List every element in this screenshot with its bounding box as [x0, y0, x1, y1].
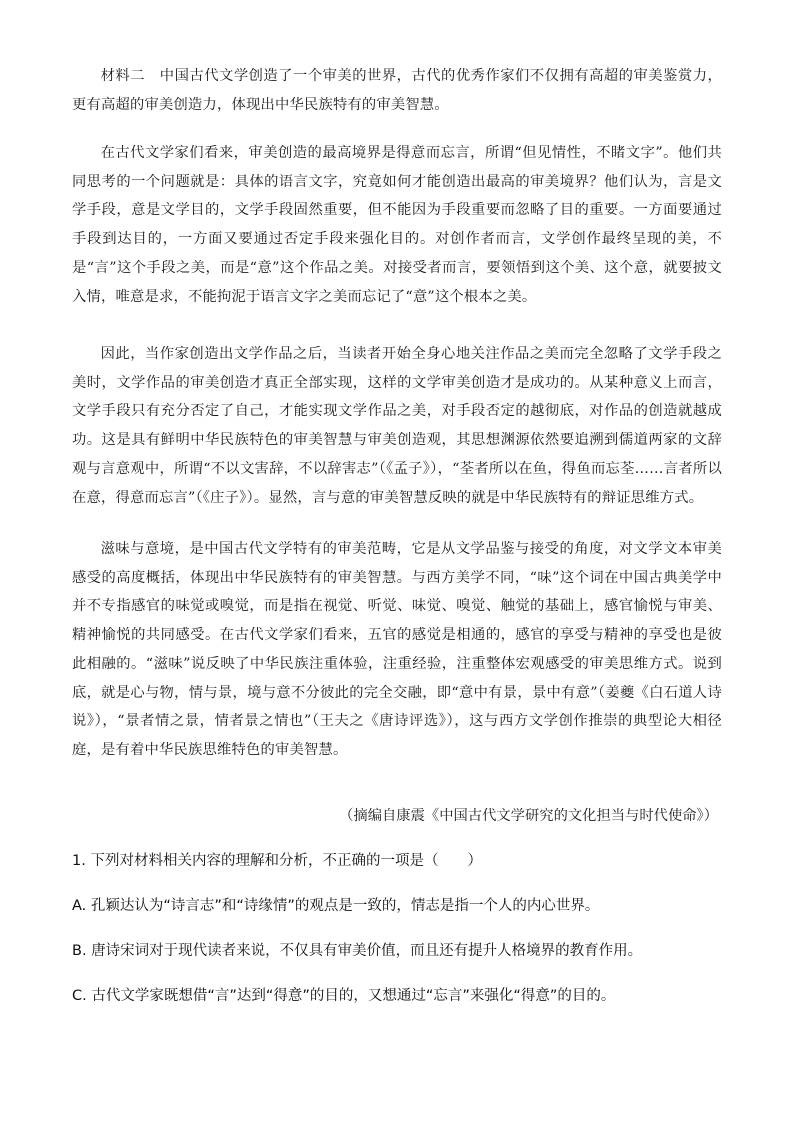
question-stem: 1. 下列对材料相关内容的理解和分析，不正确的一项是（ ）: [72, 853, 482, 869]
material-paragraph-3: 因此，当作家创造出文学作品之后，当读者开始全身心地关注作品之美而完全忽略了文学手段之美时，文学作品的审美创造才真正全部实现，这样的文学审美创造才是成功的。从某种意义上而言，文学手段只有充分否定了自己，才能实现文学作品之美，对手段否定的越彻底，对作品的创造就越成功。这是具有鲜明中华民族特色的审美智慧与审美创造观，其思想渊源依然要追溯到儒道两家的文辞观与言意观中，所谓“不以文害辞，不以辞害志”（《孟子》），“荃者所以在鱼，得鱼而忘荃……言者所以在意，得意而忘言”（《庄子》）。显然，言与意的审美智慧反映的就是中华民族特有的辩证思维方式。: [72, 346, 722, 506]
material-paragraph-1: 材料二 中国古代文学创造了一个审美的世界，古代的优秀作家们不仅拥有高超的审美鉴赏力，更有高超的审美创造力，体现出中华民族特有的审美智慧。: [72, 68, 722, 113]
option-c: C. 古代文学家既想借“言”达到“得意”的目的，又想通过“忘言”来强化“得意”的目的。: [72, 988, 616, 1004]
option-b: B. 唐诗宋词对于现代读者来说，不仅具有审美价值，而且还有提升人格境界的教育作用。: [72, 943, 643, 959]
option-a: A. 孔颖达认为“诗言志”和“诗缘情”的观点是一致的，情志是指一个人的内心世界。: [72, 898, 600, 914]
source-citation: （摘编自康震《中国古代文学研究的文化担当与时代使命》）: [339, 808, 718, 824]
material-paragraph-4: 滋味与意境，是中国古代文学特有的审美范畴，它是从文学品鉴与接受的角度，对文学文本审美感受的高度概括，体现出中华民族特有的审美智慧。与西方美学不同，“味”这个词在中国古典美学中并不专指感官的味觉或嗅觉，而是指在视觉、听觉、味觉、嗅觉、触觉的基础上，感官愉悦与审美、精神愉悦的共同感受。在古代文学家们看来，五官的感觉是相通的，感官的享受与精神的享受也是彼此相融的。“滋味”说反映了中华民族注重体验，注重经验，注重整体宏观感受的审美思维方式。说到底，就是心与物，情与景，境与意不分彼此的完全交融，即“意中有景，景中有意”（姜夔《白石道人诗说》），“景者情之景，情者景之情也”（王夫之《唐诗评选》），这与西方文学创作推崇的典型论大相径庭，是有着中华民族思维特色的审美智慧。: [72, 541, 722, 758]
material-paragraph-2: 在古代文学家们看来，审美创造的最高境界是得意而忘言，所谓“但见情性，不睹文字”。他们共同思考的一个问题就是：具体的语言文字，究竟如何才能创造出最高的审美境界？他们认为，言是文学手段，意是文学目的，文学手段固然重要，但不能因为手段重要而忽略了目的重要。一方面要通过手段到达目的，一方面又要通过否定手段来强化目的。对创作者而言，文学创作最终呈现的美，不是“言”这个手段之美，而是“意”这个作品之美。对接受者而言，要领悟到这个美、这个意，就要披文入情，唯意是求，不能拘泥于语言文字之美而忘记了“意”这个根本之美。: [72, 145, 722, 305]
